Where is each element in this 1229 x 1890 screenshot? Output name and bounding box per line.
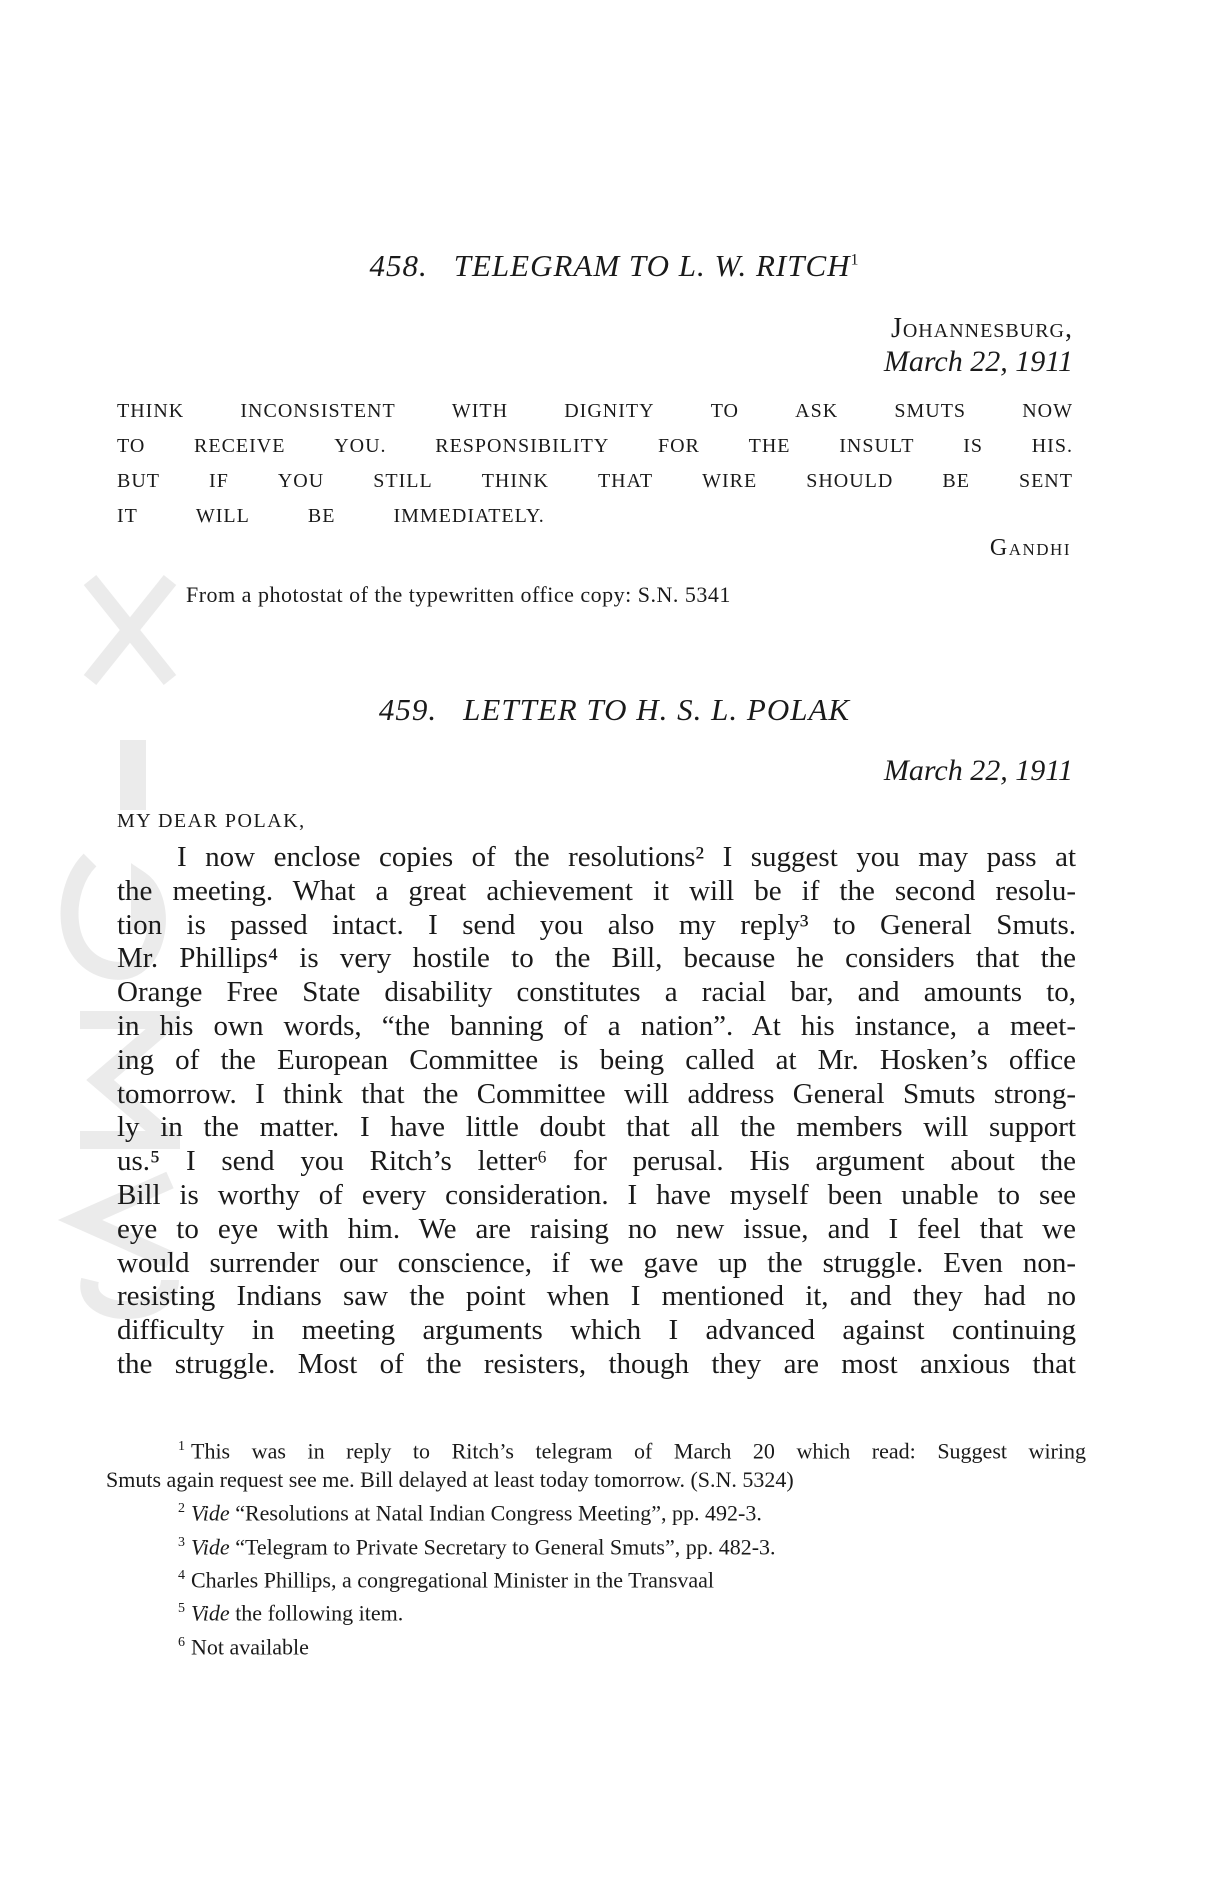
footnote-1-line-2: Smuts again request see me. Bill delayed at least today tomorrow. (S.N. 5324) [106, 1467, 794, 1493]
telegram-word: RESPONSIBILITY [435, 435, 610, 457]
telegram-word: TO [117, 435, 146, 457]
letter-line: I now enclose copies of the resolutions² I suggest you may pass at [177, 841, 1076, 873]
telegram-word: TO [710, 400, 740, 422]
telegram-line [117, 394, 1073, 429]
footnote-6 [106, 1628, 1086, 1661]
telegram-word: THINK [117, 400, 185, 422]
telegram-word: BE [942, 470, 970, 492]
footnote-3 [106, 1528, 1086, 1561]
letter-heading [0, 692, 1229, 728]
telegram-body [117, 394, 1073, 534]
letter-line: us.⁵ I send you Ritch’s letter⁶ for perusal. His argument about the [117, 1145, 1076, 1178]
letter-line: ing of the European Committee is being called at Mr. Hosken’s office [117, 1043, 1076, 1076]
letter-line: Bill is worthy of every consideration. I have myself been unable to see [117, 1178, 1076, 1211]
letter-line: Mr. Phillips⁴ is very hostile to the Bill, because he considers that the [117, 942, 1076, 975]
telegram-title-note: 1 [850, 251, 860, 269]
telegram-word: FOR [657, 435, 700, 457]
letter-line: ly in the matter. I have little doubt that all the members will support [117, 1111, 1076, 1144]
telegram-word: INCONSISTENT [240, 400, 396, 422]
telegram-number: 458. [369, 248, 428, 283]
letter-line: the meeting. What a great achievement it will be if the second resolu- [117, 874, 1076, 907]
letter-line: the struggle. Most of the resisters, though they are most anxious that [117, 1347, 1076, 1380]
telegram-word: INSULT [839, 435, 915, 457]
letter-date: March 22, 1911 [883, 754, 1073, 787]
footnote-vide: Vide [191, 1533, 230, 1559]
telegram-word: HIS. [1031, 435, 1073, 457]
letter-line: in his own words, “the banning of a nation”. At his instance, a meet- [117, 1009, 1076, 1042]
footnote-vide: Vide [191, 1500, 230, 1526]
letter-line: eye to eye with him. We are raising no new issue, and I feel that we [117, 1212, 1076, 1245]
telegram-word: IS [963, 435, 984, 457]
letter-line: tomorrow. I think that the Committee will address General Smuts strong- [117, 1077, 1076, 1110]
telegram-word: ASK [795, 400, 839, 422]
footnote-mark: 4 [178, 1567, 185, 1583]
telegram-source-note: From a photostat of the typewritten office copy: S.N. 5341 [186, 582, 731, 607]
telegram-word: SMUTS [894, 400, 967, 422]
footnote-5 [106, 1594, 1086, 1627]
telegram-word: THE [748, 435, 791, 457]
telegram-heading [0, 248, 1229, 284]
footnote-mark: 1 [178, 1439, 185, 1454]
letter-line: would surrender our conscience, if we gave up the struggle. Even non- [117, 1246, 1076, 1279]
footnote-text: the following item. [235, 1600, 404, 1626]
telegram-word: IF [209, 470, 229, 492]
telegram-word: SENT [1018, 470, 1073, 492]
telegram-word: THAT [597, 470, 654, 492]
telegram-word: STILL [373, 470, 433, 492]
telegram-word: IMMEDIATELY. [393, 505, 545, 527]
telegram-line [117, 464, 1073, 499]
footnote-mark: 6 [178, 1634, 185, 1650]
telegram-word: RECEIVE [194, 435, 286, 457]
letter-title: LETTER TO H. S. L. POLAK [463, 692, 851, 727]
footnote-2 [106, 1494, 1086, 1527]
footnote-mark: 2 [178, 1501, 185, 1517]
telegram-line [117, 429, 1073, 464]
telegram-date: March 22, 1911 [883, 345, 1073, 378]
footnote-mark: 5 [178, 1601, 185, 1617]
telegram-word: THINK [481, 470, 549, 492]
telegram-word: SHOULD [806, 470, 894, 492]
footnote-text: “Telegram to Private Secretary to General Smuts”, pp. 482-3. [235, 1533, 776, 1559]
telegram-line [117, 499, 1073, 534]
telegram-word: YOU [277, 470, 325, 492]
letter-line: difficulty in meeting arguments which I advanced against continuing [117, 1314, 1076, 1347]
telegram-title: TELEGRAM TO L. W. RITCH [453, 248, 851, 283]
telegram-word: DIGNITY [564, 400, 655, 422]
footnote-text: Charles Phillips, a congregational Minister in the Transvaal [191, 1567, 715, 1593]
telegram-word: WIRE [702, 470, 758, 492]
telegram-word: YOU. [334, 435, 387, 457]
footnote-mark: 3 [178, 1534, 185, 1550]
telegram-word: WILL [195, 505, 250, 527]
telegram-word: WITH [451, 400, 509, 422]
footnote-1-line-1 [106, 1432, 1086, 1465]
footnote-vide: Vide [191, 1600, 230, 1626]
letter-number: 459. [378, 692, 438, 727]
letter-salutation: MY DEAR POLAK, [117, 810, 306, 832]
letter-body [117, 841, 1076, 1382]
letter-line: tion is passed intact. I send you also my reply³ to General Smuts. [117, 908, 1076, 941]
footnote-text: Not available [191, 1633, 309, 1659]
telegram-signature: Gandhi [989, 535, 1071, 561]
footnote-text: “Resolutions at Natal Indian Congress Meeting”, pp. 492-3. [235, 1500, 762, 1526]
telegram-word: BE [307, 505, 336, 527]
footnotes [106, 1432, 1086, 1661]
telegram-word: IT [117, 505, 138, 527]
telegram-place: Johannesburg, [890, 313, 1073, 344]
footnote-text: This was in reply to Ritch’s telegram of March 20 which read: Suggest wiring [191, 1438, 1086, 1464]
letter-line: Orange Free State disability constitutes a racial bar, and amounts to, [117, 976, 1076, 1009]
footnote-4 [106, 1561, 1086, 1594]
telegram-word: BUT [117, 470, 160, 492]
telegram-word: NOW [1022, 400, 1073, 422]
letter-line: resisting Indians saw the point when I mentioned it, and they had no [117, 1280, 1076, 1313]
